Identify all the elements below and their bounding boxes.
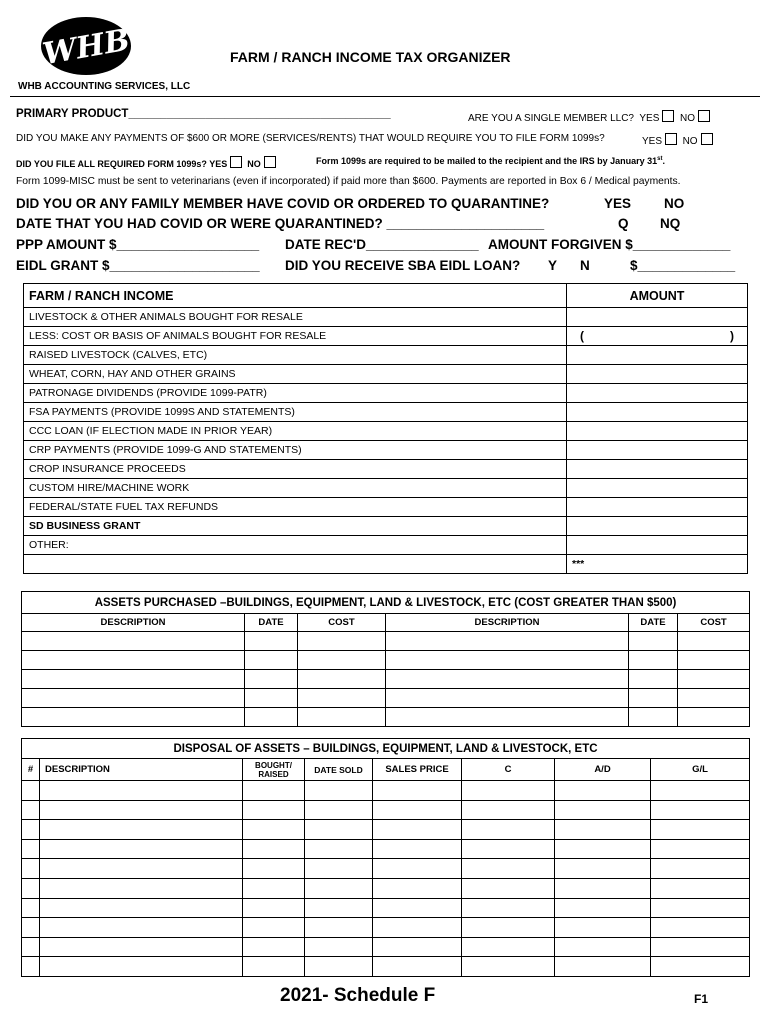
eidl-n[interactable]: N xyxy=(580,258,590,273)
income-amount-cell[interactable] xyxy=(567,479,748,498)
income-amount-cell[interactable] xyxy=(567,403,748,422)
income-table xyxy=(23,283,748,574)
col-c: C xyxy=(462,759,555,781)
llc-question-text: ARE YOU A SINGLE MEMBER LLC? xyxy=(468,113,634,124)
covid-q[interactable]: Q xyxy=(618,216,629,231)
income-row-label: LESS: COST OR BASIS OF ANIMALS BOUGHT FOR RESALE xyxy=(24,327,567,346)
paren-close: ) xyxy=(730,329,734,343)
col-cost: COST xyxy=(298,614,386,632)
income-amount-cell[interactable] xyxy=(567,460,748,479)
income-header: FARM / RANCH INCOME xyxy=(24,284,567,308)
form1099-no-label: NO xyxy=(682,136,698,147)
covid-question: DID YOU OR ANY FAMILY MEMBER HAVE COVID OR ORDERED TO QUARANTINE? xyxy=(16,196,550,211)
col-gl: G/L xyxy=(651,759,750,781)
col-ad: A/D xyxy=(555,759,651,781)
covid-no[interactable]: NO xyxy=(664,196,685,211)
income-amount-cell[interactable] xyxy=(567,365,748,384)
form1099-yes-label: YES xyxy=(642,136,663,147)
col-number: # xyxy=(22,759,40,781)
eidl-grant-field[interactable]: EIDL GRANT $____________________ xyxy=(16,258,260,273)
income-row-label: LIVESTOCK & OTHER ANIMALS BOUGHT FOR RESALE xyxy=(24,308,567,327)
llc-question xyxy=(468,110,710,124)
firm-name: WHB ACCOUNTING SERVICES, LLC xyxy=(18,81,191,92)
income-row-label: RAISED LIVESTOCK (CALVES, ETC) xyxy=(24,346,567,365)
income-row-label: FSA PAYMENTS (PROVIDE 1099S AND STATEMENTS) xyxy=(24,403,567,422)
llc-no-checkbox[interactable] xyxy=(698,110,710,122)
whb-logo xyxy=(34,14,134,78)
form-title: FARM / RANCH INCOME TAX ORGANIZER xyxy=(230,49,511,65)
paren-open: ( xyxy=(580,329,584,343)
form1099-question: DID YOU MAKE ANY PAYMENTS OF $600 OR MORE (SERVICES/RENTS) THAT WOULD REQUIRE YOU TO FILE FORM 1099s? xyxy=(16,133,605,144)
col-cost-2: COST xyxy=(678,614,750,632)
col-description: DESCRIPTION xyxy=(22,614,245,632)
eidl-loan-question: DID YOU RECEIVE SBA EIDL LOAN? xyxy=(285,258,521,273)
mailing-note-sup: st xyxy=(657,156,663,162)
disposal-row[interactable] xyxy=(22,918,750,938)
filed-1099-question xyxy=(16,156,276,169)
income-row-label: CRP PAYMENTS (PROVIDE 1099-G AND STATEMENTS) xyxy=(24,441,567,460)
income-amount-cell[interactable] xyxy=(567,346,748,365)
income-row-label: OTHER: xyxy=(24,536,567,555)
income-row-label xyxy=(24,555,567,574)
income-row-label: WHEAT, CORN, HAY AND OTHER GRAINS xyxy=(24,365,567,384)
amount-header: AMOUNT xyxy=(567,284,748,308)
income-row-label: FEDERAL/STATE FUEL TAX REFUNDS xyxy=(24,498,567,517)
asset-row[interactable] xyxy=(22,708,750,727)
asset-row[interactable] xyxy=(22,651,750,670)
col-date-sold: DATE SOLD xyxy=(305,759,373,781)
disposal-row[interactable] xyxy=(22,820,750,840)
filed-no-label: NO xyxy=(247,159,261,169)
disposal-row[interactable] xyxy=(22,781,750,801)
disposal-row[interactable] xyxy=(22,957,750,977)
llc-yes-label: YES xyxy=(639,113,660,124)
mailing-note-text: Form 1099s are required to be mailed to the recipient and the IRS by January 31 xyxy=(316,156,658,166)
ppp-forgiven-field[interactable]: AMOUNT FORGIVEN $_____________ xyxy=(488,237,731,252)
form1099-yes-checkbox[interactable] xyxy=(665,133,677,145)
disposal-row[interactable] xyxy=(22,898,750,918)
income-amount-cell[interactable] xyxy=(567,498,748,517)
income-amount-cell[interactable] xyxy=(567,536,748,555)
logo-text: WHB xyxy=(40,22,133,73)
disposal-title: DISPOSAL OF ASSETS – BUILDINGS, EQUIPMENT, LAND & LIVESTOCK, ETC xyxy=(22,739,750,759)
covid-date-field[interactable]: DATE THAT YOU HAD COVID OR WERE QUARANTINED? _____________________ xyxy=(16,216,545,231)
filed-yes-checkbox[interactable] xyxy=(230,156,242,168)
covid-nq[interactable]: NQ xyxy=(660,216,681,231)
page-number: F1 xyxy=(694,992,709,1006)
col-sales-price: SALES PRICE xyxy=(373,759,462,781)
col-bought-raised: BOUGHT/ RAISED xyxy=(243,759,305,781)
income-row-label: CUSTOM HIRE/MACHINE WORK xyxy=(24,479,567,498)
assets-purchased-table xyxy=(21,591,750,727)
income-amount-cell[interactable] xyxy=(567,422,748,441)
income-row-label: CROP INSURANCE PROCEEDS xyxy=(24,460,567,479)
income-amount-cell[interactable] xyxy=(567,308,748,327)
disposal-row[interactable] xyxy=(22,839,750,859)
asset-row[interactable] xyxy=(22,670,750,689)
form1099-options xyxy=(642,133,713,147)
eidl-amount-field[interactable]: $_____________ xyxy=(630,258,736,273)
income-amount-cell[interactable] xyxy=(567,441,748,460)
ppp-date-field[interactable]: DATE REC'D_______________ xyxy=(285,237,479,252)
disposal-table xyxy=(21,738,750,977)
schedule-title: 2021- Schedule F xyxy=(280,985,436,1006)
disposal-row[interactable] xyxy=(22,800,750,820)
col-description-2: DESCRIPTION xyxy=(386,614,629,632)
income-amount-cell[interactable] xyxy=(567,327,748,346)
covid-yes[interactable]: YES xyxy=(604,196,632,211)
col-date-2: DATE xyxy=(629,614,678,632)
primary-product-field[interactable]: PRIMARY PRODUCT_________________________________________ xyxy=(16,108,391,120)
form1099-no-checkbox[interactable] xyxy=(701,133,713,145)
disposal-row[interactable] xyxy=(22,878,750,898)
income-row-label: SD BUSINESS GRANT xyxy=(24,517,567,536)
filed-1099-text: DID YOU FILE ALL REQUIRED FORM 1099s? YES xyxy=(16,159,228,169)
filed-no-checkbox[interactable] xyxy=(264,156,276,168)
income-row-label: PATRONAGE DIVIDENDS (PROVIDE 1099-PATR) xyxy=(24,384,567,403)
asset-row[interactable] xyxy=(22,632,750,651)
disposal-row[interactable] xyxy=(22,937,750,957)
header-divider xyxy=(10,96,760,97)
veterinarian-note: Form 1099-MISC must be sent to veterinarians (even if incorporated) if paid more than $600. Payments are reported in Box 6 / Medical payments. xyxy=(16,176,681,187)
income-total-cell[interactable]: *** xyxy=(567,555,748,574)
ppp-amount-field[interactable]: PPP AMOUNT $___________________ xyxy=(16,237,260,252)
income-row-label: CCC LOAN (IF ELECTION MADE IN PRIOR YEAR) xyxy=(24,422,567,441)
col-date: DATE xyxy=(245,614,298,632)
llc-no-label: NO xyxy=(679,113,695,124)
col-disposal-description: DESCRIPTION xyxy=(40,759,243,781)
disposal-row[interactable] xyxy=(22,859,750,879)
assets-title: ASSETS PURCHASED –BUILDINGS, EQUIPMENT, LAND & LIVESTOCK, ETC (COST GREATER THAN $500) xyxy=(22,592,750,614)
mailing-deadline-note: Form 1099s are required to be mailed to the recipient and the IRS by January 31st. xyxy=(316,156,665,166)
income-amount-cell[interactable] xyxy=(567,384,748,403)
income-amount-cell[interactable] xyxy=(567,517,748,536)
asset-row[interactable] xyxy=(22,689,750,708)
llc-yes-checkbox[interactable] xyxy=(662,110,674,122)
eidl-y[interactable]: Y xyxy=(548,258,558,273)
